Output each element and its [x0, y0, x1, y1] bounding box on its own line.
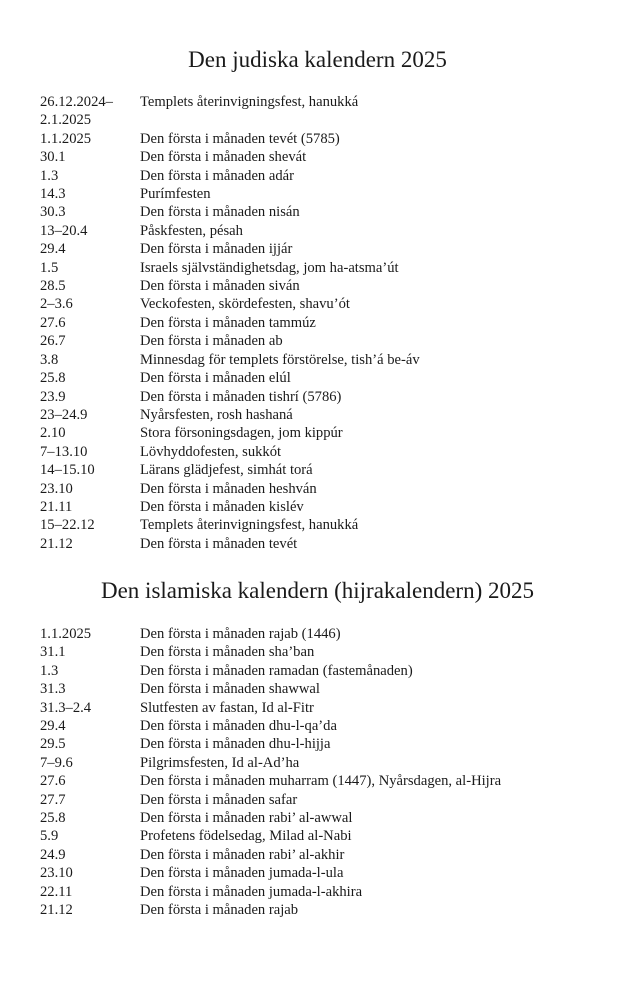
calendar-date: 1.3 — [40, 167, 59, 184]
calendar-row — [40, 498, 600, 516]
calendar-row — [40, 130, 600, 148]
calendar-date: 31.3 — [40, 681, 66, 698]
calendar-event: Den första i månaden jumada-l-akhira — [140, 883, 363, 900]
calendar-date: 2–3.6 — [40, 296, 73, 313]
calendar-event: Templets återinvigningsfest, hanukká — [140, 94, 359, 110]
calendar-row — [40, 827, 600, 845]
calendar-event: Purímfesten — [140, 186, 211, 203]
calendar-event — [140, 111, 600, 129]
calendar-row — [40, 259, 600, 277]
calendar-row — [40, 369, 600, 387]
calendar-event: Slutfesten av fastan, Id al-Fitr — [140, 699, 314, 716]
islamic-calendar-title: Den islamiska kalendern (hijrakalendern) 2025 — [100, 578, 534, 603]
calendar-row — [40, 461, 600, 479]
calendar-event: Den första i månaden shawwal — [140, 681, 320, 698]
calendar-row — [40, 295, 600, 313]
calendar-row — [40, 846, 600, 864]
calendar-event: Den första i månaden tevét — [140, 535, 298, 552]
calendar-date: 29.4 — [40, 241, 66, 258]
calendar-date: 26.7 — [40, 333, 66, 350]
calendar-event: Den första i månaden ab — [140, 333, 283, 350]
calendar-row — [40, 480, 600, 498]
calendar-date: 24.9 — [40, 846, 66, 863]
calendar-date: 14.3 — [40, 186, 66, 203]
calendar-row — [40, 680, 600, 698]
calendar-event: Den första i månaden sha’ban — [140, 644, 315, 661]
calendar-event: Den första i månaden shevát — [140, 149, 307, 166]
calendar-event: Den första i månaden muharram (1447), Nyårsdagen, al-Hijra — [140, 773, 502, 790]
calendar-date: 1.5 — [40, 259, 59, 276]
calendar-event: Profetens födelsedag, Milad al-Nabi — [140, 828, 352, 845]
calendar-event: Lärans glädjefest, simhát torá — [140, 462, 313, 479]
calendar-event: Den första i månaden dhu-l-qa’da — [140, 718, 337, 735]
calendar-event: Den första i månaden elúl — [140, 370, 291, 387]
calendar-row — [40, 662, 600, 680]
calendar-date: 15–22.12 — [40, 517, 95, 534]
calendar-event: Den första i månaden tishrí (5786) — [140, 388, 342, 405]
calendar-row — [40, 809, 600, 827]
calendar-date: 21.11 — [40, 498, 73, 515]
jewish-calendar-title: Den judiska kalendern 2025 — [188, 47, 447, 72]
calendar-date: 7–13.10 — [40, 443, 88, 460]
jewish-calendar-list — [40, 93, 600, 553]
calendar-row — [40, 388, 600, 406]
calendar-row — [40, 351, 600, 369]
calendar-date: 1.1.2025 — [40, 130, 92, 147]
calendar-row — [40, 203, 600, 221]
calendar-row — [40, 735, 600, 753]
calendar-row — [40, 864, 600, 882]
calendar-date: 22.11 — [40, 883, 73, 900]
calendar-date: 13–20.4 — [40, 222, 88, 239]
calendar-row — [40, 148, 600, 166]
calendar-row — [40, 406, 600, 424]
calendar-row — [40, 643, 600, 661]
calendar-event: Den första i månaden rajab — [140, 902, 299, 919]
calendar-event: Nyårsfesten, rosh hashaná — [140, 406, 293, 423]
calendar-row — [40, 332, 600, 350]
calendar-date: 2.10 — [40, 425, 66, 442]
calendar-event: Templets återinvigningsfest, hanukká — [140, 517, 359, 534]
calendar-date: 29.4 — [40, 718, 66, 735]
calendar-row — [40, 883, 600, 901]
calendar-row — [40, 717, 600, 735]
calendar-row — [40, 167, 600, 185]
calendar-date: 23.10 — [40, 480, 73, 497]
calendar-event: Den första i månaden tammúz — [140, 314, 316, 331]
calendar-date: 26.12.2024– — [40, 94, 113, 110]
calendar-date: 28.5 — [40, 278, 66, 295]
calendar-date: 25.8 — [40, 370, 66, 387]
calendar-row — [40, 93, 600, 111]
calendar-date: 31.1 — [40, 644, 66, 661]
calendar-event: Den första i månaden rabi’ al-awwal — [140, 810, 353, 827]
calendar-event: Den första i månaden rajab (1446) — [140, 626, 341, 642]
calendar-event: Lövhyddofesten, sukkót — [140, 443, 282, 460]
calendar-event: Den första i månaden adár — [140, 167, 294, 184]
calendar-date: 5.9 — [40, 828, 59, 845]
calendar-date: 1.3 — [40, 662, 59, 679]
calendar-row — [40, 625, 600, 643]
islamic-calendar-list — [40, 625, 600, 920]
calendar-date: 7–9.6 — [40, 754, 73, 771]
calendar-date: 3.8 — [40, 351, 59, 368]
calendar-event: Pilgrimsfesten, Id al-Ad’ha — [140, 754, 300, 771]
calendar-date: 27.6 — [40, 773, 66, 790]
calendar-event: Den första i månaden nisán — [140, 204, 300, 221]
calendar-date: 2.1.2025 — [40, 112, 92, 129]
calendar-event: Den första i månaden jumada-l-ula — [140, 865, 344, 882]
calendar-row — [40, 791, 600, 809]
calendar-event: Minnesdag för templets förstörelse, tish’á be-áv — [140, 351, 420, 368]
calendar-row — [40, 699, 600, 717]
calendar-date: 27.6 — [40, 314, 66, 331]
calendar-row — [40, 443, 600, 461]
calendar-date: 23–24.9 — [40, 406, 88, 423]
calendar-event: Den första i månaden ramadan (fastemånaden) — [140, 662, 413, 679]
calendar-event: Påskfesten, pésah — [140, 222, 243, 239]
calendar-row — [40, 222, 600, 240]
calendar-event: Den första i månaden ijjár — [140, 241, 293, 258]
calendar-row — [40, 901, 600, 919]
calendar-date: 31.3–2.4 — [40, 699, 92, 716]
calendar-date: 23.10 — [40, 865, 73, 882]
calendar-date: 29.5 — [40, 736, 66, 753]
calendar-date: 27.7 — [40, 791, 66, 808]
calendar-date: 30.3 — [40, 204, 66, 221]
calendar-date: 21.12 — [40, 535, 73, 552]
calendar-row — [40, 516, 600, 534]
calendar-row — [40, 772, 600, 790]
calendar-row — [40, 240, 600, 258]
calendar-event: Den första i månaden kislév — [140, 498, 304, 515]
calendar-date: 1.1.2025 — [40, 626, 92, 642]
calendar-row — [40, 754, 600, 772]
calendar-row — [40, 277, 600, 295]
calendar-row — [40, 185, 600, 203]
calendar-event: Stora försoningsdagen, jom kippúr — [140, 425, 343, 442]
calendar-row — [40, 111, 600, 129]
jewish-calendar-section — [0, 46, 635, 74]
calendar-date: 21.12 — [40, 902, 73, 919]
calendar-row — [40, 424, 600, 442]
calendar-row — [40, 535, 600, 553]
calendar-event: Den första i månaden safar — [140, 791, 298, 808]
calendar-event: Veckofesten, skördefesten, shavu’ót — [140, 296, 350, 313]
calendar-event: Israels självständighetsdag, jom ha-atsma’út — [140, 259, 399, 276]
calendar-event: Den första i månaden tevét (5785) — [140, 130, 340, 147]
calendar-row — [40, 314, 600, 332]
calendar-event: Den första i månaden siván — [140, 278, 300, 295]
calendar-date: 30.1 — [40, 149, 66, 166]
calendar-date: 25.8 — [40, 810, 66, 827]
calendar-event: Den första i månaden dhu-l-hijja — [140, 736, 331, 753]
calendar-event: Den första i månaden rabi’ al-akhir — [140, 846, 345, 863]
calendar-date: 14–15.10 — [40, 462, 95, 479]
calendar-date: 23.9 — [40, 388, 66, 405]
calendar-event: Den första i månaden heshván — [140, 480, 317, 497]
islamic-calendar-section — [0, 577, 635, 605]
